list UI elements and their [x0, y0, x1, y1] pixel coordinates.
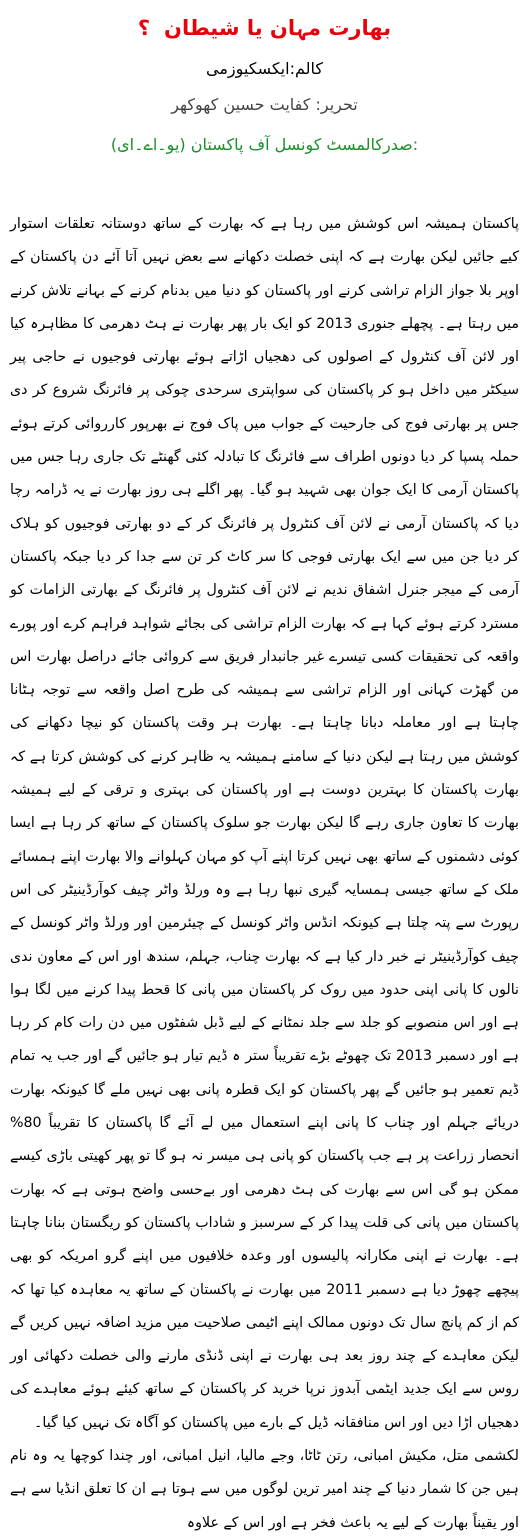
- article-body: [10, 208, 519, 1540]
- title-question-mark: ؟: [137, 16, 151, 40]
- column-label: کالم:ایکسکیوزمی: [206, 59, 323, 78]
- author-affiliation: :صدرکالمسٹ کونسل آف پاکستان (یو۔اے۔ای): [110, 135, 419, 154]
- body-paragraph: پاکستان ہمیشہ اس کوشش میں رہا ہے کہ بھارت کے ساتھ دوستانہ تعلقات استوار کیے جائیں لیکن بھارت ہے کہ اپنی خصلت دکھانے سے بعض نہیں آتا آئے دن پاکستان کے اوپر بلا جواز الزام تراشی کرنے اور پاکستان کو دنیا میں بدنام کرنے کے بہانے تلاش کرنے میں رہتا ہے۔ پچھلے جنوری 2013 کو ایک بار پھر بھارت نے ہٹ دھرمی کا مظاہرہ کیا اور لائن آف کنٹرول کے اصولوں کی دھجیاں اڑاتے ہوئے بھارتی فوجیوں نے حاجی پیر سیکٹر میں داخل ہو کر پاکستان کی سواپتری سرحدی چوکی پر فائرنگ شروع کر دی جس پر بھارتی فوج کی جارحیت کے جواب میں پاک فوج نے بھرپور کارروائی کرتے ہوئے حملہ پسپا کر دیا دونوں اطراف سے فائرنگ کا تبادلہ کئی گھنٹے تک جاری رہا جس میں پاکستان آرمی کا ایک جوان بھی شہید ہو گیا۔ پھر اگلے ہی روز بھارت نے یہ ڈرامہ رچا دیا کہ پاکستان آرمی نے لائن آف کنٹرول پر فائرنگ کر کے دو بھارتی فوجیوں کو ہلاک کر دیا جن میں سے ایک بھارتی فوجی کا سر کاٹ کر تن سے جدا کر دیا جبکہ پاکستان آرمی کے میجر جنرل اشفاق ندیم نے لائن آف کنٹرول پر فائرنگ کے بھارتی الزامات کو مسترد کرتے ہوئے کہا ہے کہ بھارت الزام تراشی کی بجائے شواہد فراہم کرے اور پورے واقعہ کی تحقیقات کسی تیسرے غیر جانبدار فریق سے کروائی جائے دراصل بھارت اس من گھڑت کہانی اور الزام تراشی سے ہمیشہ کی طرح اصل واقعہ سے توجہ ہٹانا چاہتا ہے اور معاملہ دبانا چاہتا ہے۔ بھارت ہر وقت پاکستان کو نیچا دکھانے کی کوشش میں رہتا ہے لیکن دنیا کے سامنے ہمیشہ یہ ظاہر کرنے کی کوشش کرتا ہے کہ بھارت پاکستان کا بہترین دوست ہے اور پاکستان کی بہتری و ترقی کے لیے ہمیشہ بھارت کا تعاون جاری رہے گا لیکن بھارت جو سلوک پاکستان کے ساتھ کر رہا ہے ایسا کوئی دشمنوں کے ساتھ بھی نہیں کرتا اپنے آپ کو مہان کہلوانے والا بھارت اپنے ہمسائے ملک کے ساتھ جیسی ہمسایہ گیری نبھا رہا ہے وہ ورلڈ واٹر چیف کوآرڈینیٹر کی اس رپورٹ سے پتہ چلتا ہے کیونکہ انڈس واٹر کونسل کے چیئرمین اور ورلڈ واٹر کونسل کے چیف کوآرڈینیٹر نے خبر دار کیا ہے کہ بھارت چناب، جہلم، سندھ اور اس کے معاون ندی نالوں کا پانی اپنی حدود میں روک کر پاکستان میں پانی کا قحط پیدا کرنے میں لگا ہوا ہے اور اس منصوبے کو جلد سے جلد نمٹانے کے لیے ڈبل شفٹوں میں دن رات کام کر رہا ہے اور دسمبر 2013 تک چھوٹے بڑے تقریباً ستر ہ ڈیم تیار ہو جائیں گے اور جب یہ تمام ڈیم تعمیر ہو جائیں گے پھر پاکستان کو ایک قطرہ پانی بھی نہیں ملے گا کیونکہ بھارت دریائے جہلم اور چناب کا پانی اپنے استعمال میں لے آئے گا پاکستان کا تقریباً 80% انحصار زراعت پر ہے جب پاکستان کو پانی ہی میسر نہ ہو گا تو پھر کھیتی باڑی کیسے ممکن ہو گی اس سے بھارت کی ہٹ دھرمی اور بےحسی واضح ہوتی ہے کہ بھارت پاکستان میں پانی کی قلت پیدا کر کے سرسبز و شاداب پاکستان کو ریگستان بنانا چاہتا ہے۔ بھارت نے اپنی مکارانہ پالیسوں اور وعدہ خلافیوں میں اپنے گرو امریکہ کو بھی پیچھے چھوڑ دیا ہے دسمبر 2011 میں بھارت نے پاکستان کے ساتھ یہ معاہدہ کیا تھا کہ کم از کم پانچ سال تک دونوں ممالک اپنے اٹیمی صلاحیت میں مزید اضافہ نہیں کریں گے لیکن معاہدے کے چند روز بعد ہی بھارت نے اپنی ڈنڈی مارنے والی خصلت دکھائی اور روس سے ایک جدید ایٹمی آبدوز نرپا خرید کر پاکستان کے ساتھ کیئے ہوئے معاہدے کی دھجیاں اڑا دیں اور اس منافقانہ ڈیل کے بارے میں پاکستان کو آگاہ تک نہیں کیا گیا۔: [10, 216, 520, 1431]
- article-title-text: بھارت مہان یا شیطان: [164, 16, 392, 40]
- article-page: [0, 8, 529, 1531]
- author-line: تحریر: کفایت حسین کھوکھر: [171, 95, 358, 114]
- body-paragraph: لکشمی متل، مکیش امبانی، رتن ٹاٹا، وجے مالیا، انیل امبانی، اور چندا کوچھا یہ وہ نام ہیں جن کا شمار دنیا کے چند امیر ترین لوگوں میں سے ہوتا ہے ان کا تعلق انڈیا سے ہے اور یقیناً بھارت کے لیے یہ باعث فخر ہے اور اس کے علاوہ: [10, 1447, 519, 1531]
- article-title: [10, 8, 519, 48]
